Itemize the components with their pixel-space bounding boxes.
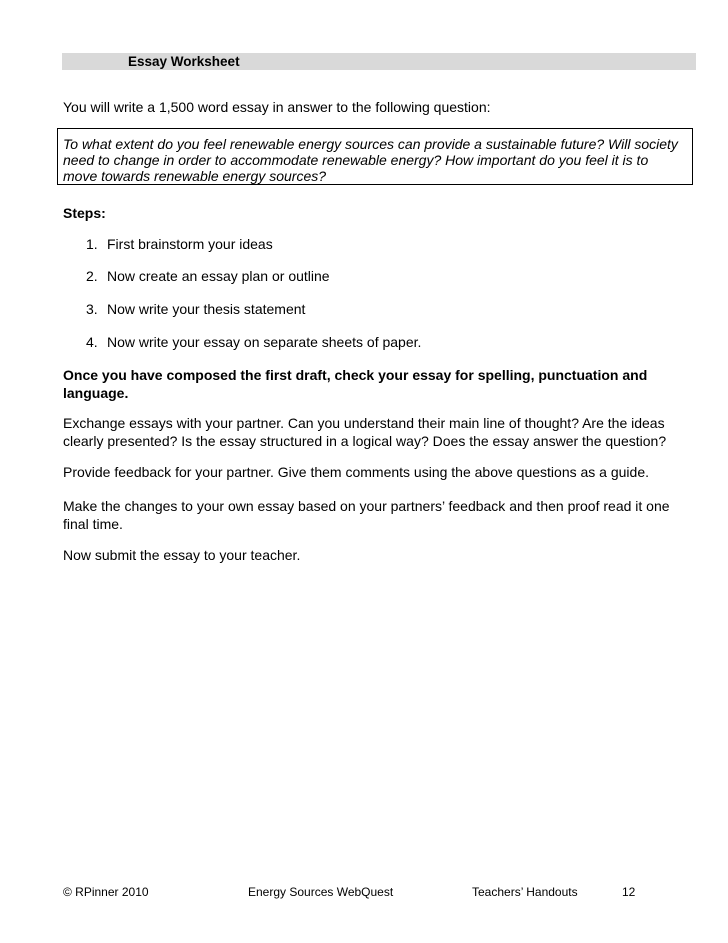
question-line: To what extent do you feel renewable energy sources can provide a sustainable future? Will society bbox=[63, 136, 678, 152]
changes-line: Make the changes to your own essay based on your partners’ feedback and then proof read it one bbox=[63, 498, 670, 514]
steps-heading: Steps: bbox=[63, 205, 106, 221]
question-line: need to change in order to accommodate renewable energy? How important do you feel it is to bbox=[63, 152, 649, 168]
question-line: move towards renewable energy sources? bbox=[63, 168, 327, 184]
step-number: 3. bbox=[86, 301, 98, 317]
draft-check-line: language. bbox=[63, 385, 129, 401]
exchange-line: clearly presented? Is the essay structured in a logical way? Does the essay answer the question? bbox=[63, 433, 667, 449]
step-text: Now write your essay on separate sheets of paper. bbox=[107, 334, 422, 350]
footer-page-number: 12 bbox=[622, 885, 636, 899]
step-number: 1. bbox=[86, 236, 98, 252]
step-number: 4. bbox=[86, 334, 98, 350]
intro-text: You will write a 1,500 word essay in answer to the following question: bbox=[63, 99, 491, 115]
footer-section: Teachers’ Handouts bbox=[472, 885, 578, 899]
draft-check-line: Once you have composed the first draft, check your essay for spelling, punctuation and bbox=[63, 367, 648, 383]
step-text: Now write your thesis statement bbox=[107, 301, 306, 317]
changes-line: final time. bbox=[63, 516, 123, 532]
step-text: First brainstorm your ideas bbox=[107, 236, 273, 252]
footer-project: Energy Sources WebQuest bbox=[248, 885, 394, 899]
step-text: Now create an essay plan or outline bbox=[107, 268, 330, 284]
footer-copyright: © RPinner 2010 bbox=[63, 885, 149, 899]
step-number: 2. bbox=[86, 268, 98, 284]
exchange-line: Exchange essays with your partner. Can you understand their main line of thought? Are the ideas bbox=[63, 415, 665, 431]
page-title: Essay Worksheet bbox=[128, 54, 240, 69]
feedback-line: Provide feedback for your partner. Give them comments using the above questions as a guide. bbox=[63, 464, 649, 480]
submit-line: Now submit the essay to your teacher. bbox=[63, 547, 301, 563]
